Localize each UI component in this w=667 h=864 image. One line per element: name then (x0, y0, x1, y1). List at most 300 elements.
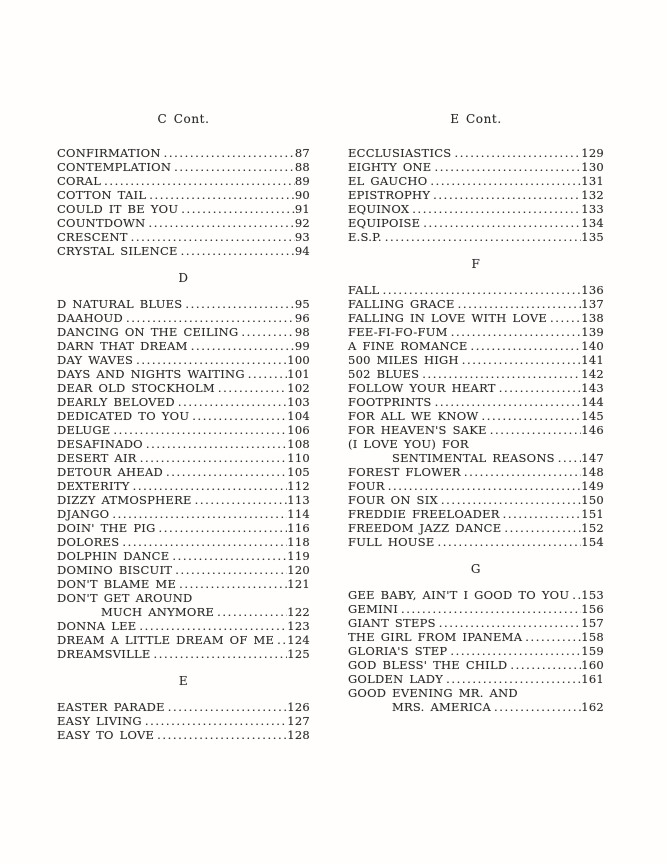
entry-title: DESERT AIR (57, 451, 137, 465)
entry-page-number: 108 (287, 437, 310, 451)
dot-leader (438, 535, 582, 549)
entry-page-number: 110 (287, 451, 310, 465)
dot-leader (572, 588, 581, 602)
entry-page-number: 124 (287, 633, 310, 647)
index-entry (348, 672, 604, 686)
index-entry (57, 244, 310, 258)
entry-title: EASY TO LOVE (57, 728, 155, 742)
entry-title: COTTON TAIL (57, 188, 147, 202)
entry-title: CRESCENT (57, 230, 128, 244)
dot-leader (112, 507, 287, 521)
entry-page-number: 125 (287, 647, 310, 661)
index-section (57, 112, 310, 258)
entry-title: FOLLOW YOUR HEART (348, 381, 496, 395)
entry-page-number: 116 (287, 521, 310, 535)
index-entry (348, 188, 604, 202)
entry-page-number: 142 (581, 367, 604, 381)
entry-title: THE GIRL FROM IPANEMA (348, 630, 523, 644)
entry-page-number: 112 (287, 479, 310, 493)
entry-page-number: 105 (287, 465, 310, 479)
entry-title: FREEDOM JAZZ DANCE (348, 521, 502, 535)
index-entry (57, 395, 310, 409)
index-entry (348, 437, 604, 451)
entry-title: DON'T BLAME ME (57, 577, 177, 591)
entry-page-number: 102 (287, 381, 310, 395)
index-entry (348, 339, 604, 353)
index-entry (348, 535, 604, 549)
index-entry-continuation (57, 605, 310, 619)
index-entry (57, 325, 310, 339)
entry-title: D NATURAL BLUES (57, 297, 183, 311)
dot-leader (133, 479, 288, 493)
entry-page-number: 129 (581, 146, 604, 160)
dot-leader (181, 244, 295, 258)
entry-title: DANCING ON THE CEILING (57, 325, 239, 339)
entry-page-number: 135 (581, 230, 604, 244)
index-section (348, 112, 604, 244)
dot-leader (154, 647, 288, 661)
dot-leader (458, 297, 582, 311)
index-entry (57, 700, 310, 714)
entry-title: GOD BLESS' THE CHILD (348, 658, 508, 672)
entry-title: GOLDEN LADY (348, 672, 444, 686)
entry-title: DOIN' THE PIG (57, 521, 156, 535)
dot-leader (179, 577, 287, 591)
dot-leader (145, 714, 287, 728)
entry-list (348, 588, 604, 714)
entry-page-number: 126 (287, 700, 310, 714)
index-entry (57, 507, 310, 521)
entry-page-number: 90 (294, 188, 310, 202)
dot-leader (248, 367, 288, 381)
index-entry (57, 619, 310, 633)
entry-page-number: 136 (581, 283, 604, 297)
index-entry (57, 728, 310, 742)
entry-page-number: 157 (581, 616, 604, 630)
entry-title: DAYS AND NIGHTS WAITING (57, 367, 245, 381)
dot-leader (434, 160, 581, 174)
section-header: F (471, 257, 481, 271)
entry-title: GEE BABY, AIN'T I GOOD TO YOU (348, 588, 570, 602)
index-entry (348, 602, 604, 616)
entry-page-number: 160 (581, 658, 604, 672)
index-entry (57, 409, 310, 423)
section-header: E Cont. (450, 112, 502, 126)
entry-title: FOUR (348, 479, 385, 493)
entry-title: GIANT STEPS (348, 616, 436, 630)
entry-title: COULD IT BE YOU (57, 202, 179, 216)
entry-page-number: 156 (581, 602, 604, 616)
dot-leader (277, 633, 287, 647)
entry-title: FALL (348, 283, 380, 297)
dot-leader (510, 658, 581, 672)
index-entry (348, 216, 604, 230)
entry-list (57, 700, 310, 742)
index-entry (348, 630, 604, 644)
entry-page-number: 87 (294, 146, 310, 160)
index-entry (348, 644, 604, 658)
entry-page-number: 99 (294, 339, 310, 353)
index-entry (57, 188, 310, 202)
index-entry (57, 479, 310, 493)
index-section (57, 271, 310, 661)
entry-page-number: 138 (581, 311, 604, 325)
entry-title: DON'T GET AROUND (57, 591, 193, 605)
index-entry (348, 616, 604, 630)
index-entry (57, 146, 310, 160)
dot-leader (122, 535, 287, 549)
entry-title: EPISTROPHY (348, 188, 431, 202)
index-entry (57, 230, 310, 244)
entry-title: DAY WAVES (57, 353, 134, 367)
dot-leader (178, 395, 287, 409)
entry-title: A FINE ROMANCE (348, 339, 468, 353)
dot-leader (172, 549, 287, 563)
entry-title: GEMINI (348, 602, 399, 616)
entry-page-number: 146 (581, 423, 604, 437)
entry-page-number: 137 (581, 297, 604, 311)
entry-title: DESAFINADO (57, 437, 143, 451)
dot-leader (385, 230, 582, 244)
entry-page-number: 144 (581, 395, 604, 409)
dot-leader (412, 202, 581, 216)
entry-title: FOR ALL WE KNOW (348, 409, 479, 423)
entry-list (57, 297, 310, 661)
index-entry (57, 367, 310, 381)
entry-page-number: 91 (294, 202, 310, 216)
dot-leader (462, 353, 582, 367)
index-entry-continuation (348, 700, 604, 714)
dot-leader (503, 507, 582, 521)
dot-leader (446, 672, 581, 686)
entry-title: EL GAUCHO (348, 174, 428, 188)
dot-leader (435, 395, 582, 409)
index-column-right (348, 112, 604, 714)
dot-leader (175, 563, 287, 577)
entry-title: CONFIRMATION (57, 146, 161, 160)
entry-title: DIZZY ATMOSPHERE (57, 493, 192, 507)
index-section (57, 674, 310, 742)
dot-leader (558, 451, 582, 465)
entry-title: DOLORES (57, 535, 120, 549)
index-entry (57, 451, 310, 465)
dot-leader (174, 160, 295, 174)
entry-list (57, 146, 310, 258)
entry-title: E.S.P. (348, 230, 382, 244)
entry-title: DJANGO (57, 507, 110, 521)
index-entry (57, 714, 310, 728)
index-entry (348, 311, 604, 325)
dot-leader (241, 325, 294, 339)
dot-leader (149, 188, 295, 202)
index-entry (348, 588, 604, 602)
entry-title: FOREST FLOWER (348, 465, 461, 479)
entry-title: FOR HEAVEN'S SAKE (348, 423, 487, 437)
dot-leader (218, 381, 287, 395)
entry-title: CRYSTAL SILENCE (57, 244, 178, 258)
dot-leader (454, 146, 581, 160)
dot-leader (168, 700, 288, 714)
entry-page-number: 95 (294, 297, 310, 311)
index-entry (57, 311, 310, 325)
index-entry (57, 493, 310, 507)
dot-leader (450, 644, 581, 658)
entry-page-number: 118 (287, 535, 310, 549)
dot-leader (164, 146, 295, 160)
dot-leader (104, 174, 295, 188)
entry-title: DONNA LEE (57, 619, 137, 633)
entry-page-number: 100 (287, 353, 310, 367)
dot-leader (181, 202, 295, 216)
entry-page-number: 89 (294, 174, 310, 188)
dot-leader (451, 325, 582, 339)
entry-title: 500 MILES HIGH (348, 353, 459, 367)
entry-page-number: 114 (287, 507, 310, 521)
dot-leader (157, 728, 287, 742)
index-entry (348, 381, 604, 395)
entry-title: FOOTPRINTS (348, 395, 432, 409)
entry-page-number: 132 (581, 188, 604, 202)
entry-title: DELUGE (57, 423, 111, 437)
dot-leader (140, 451, 288, 465)
entry-page-number: 145 (581, 409, 604, 423)
index-entry (57, 160, 310, 174)
dot-leader (471, 339, 582, 353)
entry-page-number: 101 (287, 367, 310, 381)
dot-leader (439, 616, 582, 630)
index-entry (348, 493, 604, 507)
entry-title: DEAR OLD STOCKHOLM (57, 381, 215, 395)
index-entry (57, 549, 310, 563)
index-entry (348, 479, 604, 493)
entry-title: FOUR ON SIX (348, 493, 438, 507)
entry-page-number: 122 (287, 605, 310, 619)
dot-leader (126, 311, 295, 325)
index-entry (57, 202, 310, 216)
dot-leader (166, 465, 287, 479)
entry-title: FEE-FI-FO-FUM (348, 325, 448, 339)
entry-title: GLORIA'S STEP (348, 644, 448, 658)
dot-leader (131, 230, 295, 244)
dot-leader (525, 630, 581, 644)
index-entry (57, 297, 310, 311)
entry-title: MRS. AMERICA (392, 700, 491, 714)
entry-page-number: 147 (581, 451, 604, 465)
index-entry (57, 353, 310, 367)
entry-title: FULL HOUSE (348, 535, 435, 549)
dot-leader (494, 700, 581, 714)
entry-title: DOLPHIN DANCE (57, 549, 170, 563)
section-header: C Cont. (157, 112, 210, 126)
entry-page-number: 161 (581, 672, 604, 686)
entry-title: DREAM A LITTLE DREAM OF ME (57, 633, 275, 647)
entry-page-number: 151 (581, 507, 604, 521)
index-entry (348, 202, 604, 216)
entry-title: GOOD EVENING MR. AND (348, 686, 518, 700)
index-entry (348, 367, 604, 381)
entry-title: FALLING IN LOVE WITH LOVE (348, 311, 548, 325)
index-entry (348, 230, 604, 244)
index-entry (57, 591, 310, 605)
dot-leader (423, 216, 581, 230)
index-entry (348, 658, 604, 672)
index-entry (348, 146, 604, 160)
dot-leader (136, 353, 287, 367)
entry-page-number: 130 (581, 160, 604, 174)
entry-title: DREAMSVILLE (57, 647, 151, 661)
section-header: D (178, 271, 189, 285)
entry-title: DARN THAT DREAM (57, 339, 188, 353)
index-entry (57, 174, 310, 188)
dot-leader (464, 465, 581, 479)
dot-leader (185, 297, 294, 311)
entry-page-number: 98 (294, 325, 310, 339)
entry-page-number: 92 (294, 216, 310, 230)
entry-title: CORAL (57, 174, 102, 188)
entry-title: DETOUR AHEAD (57, 465, 163, 479)
entry-page-number: 121 (287, 577, 310, 591)
entry-page-number: 158 (581, 630, 604, 644)
entry-title: ECCLUSIASTICS (348, 146, 452, 160)
index-entry (348, 423, 604, 437)
entry-list (348, 146, 604, 244)
entry-title: EASY LIVING (57, 714, 142, 728)
entry-title: FALLING GRACE (348, 297, 455, 311)
entry-title: EIGHTY ONE (348, 160, 432, 174)
entry-title: DOMINO BISCUIT (57, 563, 173, 577)
entry-page-number: 139 (581, 325, 604, 339)
dot-leader (401, 602, 581, 616)
index-entry (57, 437, 310, 451)
entry-title: FREDDIE FREELOADER (348, 507, 500, 521)
dot-leader (499, 381, 582, 395)
entry-page-number: 148 (581, 465, 604, 479)
entry-page-number: 103 (287, 395, 310, 409)
entry-title: EASTER PARADE (57, 700, 165, 714)
dot-leader (441, 493, 581, 507)
dot-leader (383, 283, 582, 297)
dot-leader (388, 479, 582, 493)
dot-leader (430, 174, 581, 188)
dot-leader (191, 339, 295, 353)
entry-page-number: 119 (287, 549, 310, 563)
index-section (348, 257, 604, 549)
entry-page-number: 152 (581, 521, 604, 535)
entry-title: DEARLY BELOVED (57, 395, 175, 409)
index-entry (348, 507, 604, 521)
entry-title: DEDICATED TO YOU (57, 409, 190, 423)
index-column-left (57, 112, 310, 742)
entry-page-number: 159 (581, 644, 604, 658)
entry-page-number: 149 (581, 479, 604, 493)
dot-leader (146, 437, 287, 451)
dot-leader (422, 367, 581, 381)
dot-leader (148, 216, 294, 230)
entry-title: DEXTERITY (57, 479, 130, 493)
index-entry (57, 339, 310, 353)
dot-leader (139, 619, 287, 633)
index-entry (57, 465, 310, 479)
entry-page-number: 153 (581, 588, 604, 602)
dot-leader (490, 423, 582, 437)
dot-leader (433, 188, 581, 202)
index-entry (348, 409, 604, 423)
index-entry (348, 297, 604, 311)
entry-page-number: 113 (287, 493, 310, 507)
entry-title: 502 BLUES (348, 367, 420, 381)
index-entry (348, 521, 604, 535)
index-entry (348, 160, 604, 174)
section-header: G (470, 562, 482, 576)
index-entry (57, 563, 310, 577)
index-entry (348, 353, 604, 367)
dot-leader (159, 521, 288, 535)
entry-title: DAAHOUD (57, 311, 123, 325)
entry-title: MUCH ANYMORE (101, 605, 215, 619)
entry-page-number: 88 (294, 160, 310, 174)
entry-page-number: 93 (294, 230, 310, 244)
dot-leader (550, 311, 581, 325)
entry-title: SENTIMENTAL REASONS (392, 451, 555, 465)
dot-leader (481, 409, 581, 423)
entry-page-number: 143 (581, 381, 604, 395)
dot-leader (113, 423, 287, 437)
entry-title: EQUIPOISE (348, 216, 421, 230)
entry-title: COUNTDOWN (57, 216, 146, 230)
index-entry (57, 381, 310, 395)
index-entry (348, 465, 604, 479)
entry-page-number: 131 (581, 174, 604, 188)
index-entry (348, 686, 604, 700)
section-header: E (178, 674, 189, 688)
entry-page-number: 104 (287, 409, 310, 423)
entry-page-number: 96 (294, 311, 310, 325)
dot-leader (504, 521, 581, 535)
index-entry (57, 647, 310, 661)
entry-page-number: 128 (287, 728, 310, 742)
dot-leader (217, 605, 287, 619)
index-entry (348, 283, 604, 297)
index-entry-continuation (348, 451, 604, 465)
entry-title: EQUINOX (348, 202, 410, 216)
index-entry (348, 174, 604, 188)
entry-page-number: 106 (287, 423, 310, 437)
dot-leader (192, 409, 287, 423)
entry-list (348, 283, 604, 549)
index-entry (348, 395, 604, 409)
entry-page-number: 134 (581, 216, 604, 230)
entry-page-number: 140 (581, 339, 604, 353)
entry-page-number: 123 (287, 619, 310, 633)
index-section (348, 562, 604, 714)
entry-page-number: 127 (287, 714, 310, 728)
entry-page-number: 94 (294, 244, 310, 258)
entry-page-number: 120 (287, 563, 310, 577)
entry-page-number: 150 (581, 493, 604, 507)
entry-page-number: 141 (581, 353, 604, 367)
entry-page-number: 162 (581, 700, 604, 714)
entry-page-number: 133 (581, 202, 604, 216)
index-entry (57, 577, 310, 591)
index-entry (57, 521, 310, 535)
entry-page-number: 154 (581, 535, 604, 549)
index-entry (57, 423, 310, 437)
entry-title: (I LOVE YOU) FOR (348, 437, 469, 451)
entry-title: CONTEMPLATION (57, 160, 172, 174)
dot-leader (195, 493, 288, 507)
index-entry (57, 535, 310, 549)
index-entry (57, 216, 310, 230)
